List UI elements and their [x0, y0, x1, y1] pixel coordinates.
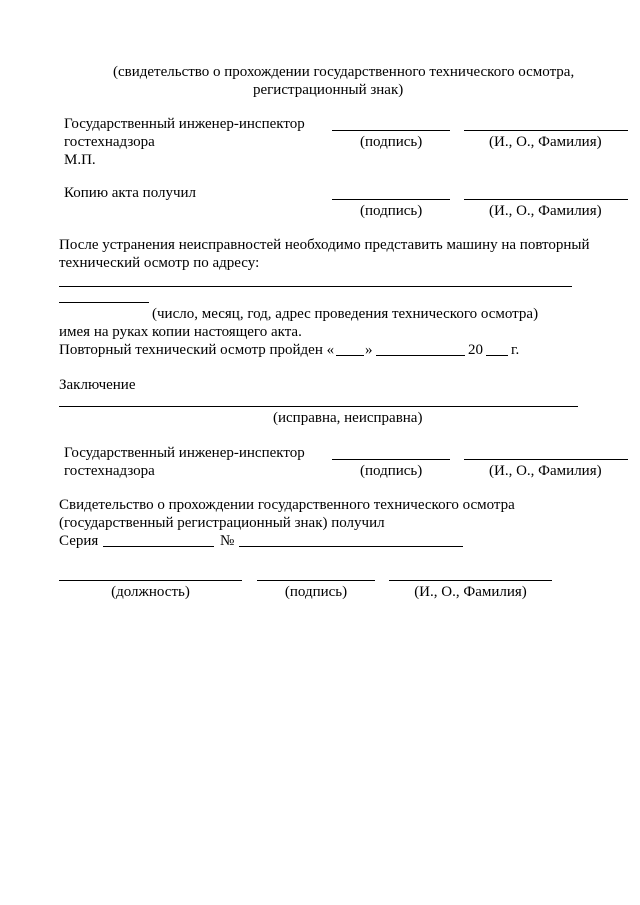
reinspection-line-1: После устранения неисправностей необходимо представить машину на повторный [59, 237, 590, 253]
inspector-title-line-1: Государственный инженер-инспектор [64, 445, 305, 461]
name-line [464, 130, 628, 131]
address-line-continued [59, 302, 149, 303]
name-line [464, 199, 628, 200]
position-line [59, 580, 242, 581]
signature-caption: (подпись) [360, 134, 423, 150]
series-line [103, 546, 214, 547]
copy-received-label: Копию акта получил [64, 185, 197, 201]
name-caption: (И., О., Фамилия) [414, 584, 527, 600]
signature-line [332, 459, 450, 460]
copy-note: имея на руках копии настоящего акта. [59, 324, 302, 340]
certificate-line-2: (государственный регистрационный знак) получил [59, 515, 385, 531]
month-line [376, 355, 465, 356]
signature-line [257, 580, 375, 581]
inspector-title-line-2: гостехнадзора [64, 134, 155, 150]
name-caption: (И., О., Фамилия) [489, 134, 602, 150]
address-line [59, 286, 572, 287]
stamp-label: М.П. [64, 152, 96, 168]
year-prefix: 20 [468, 342, 483, 358]
conclusion-label: Заключение [59, 377, 136, 393]
number-line [239, 546, 463, 547]
name-line [389, 580, 552, 581]
signature-line [332, 130, 450, 131]
inspector-title-line-2: гостехнадзора [64, 463, 155, 479]
header-line-1: (свидетельство о прохождении государственного технического осмотра, [113, 64, 575, 80]
header-line-2: регистрационный знак) [253, 82, 404, 98]
signature-caption: (подпись) [360, 203, 423, 219]
signature-line [332, 199, 450, 200]
quote-close: » [365, 342, 373, 358]
inspector-title-line-1: Государственный инженер-инспектор [64, 116, 305, 132]
reinspection-passed-label: Повторный технический осмотр пройден « [59, 342, 335, 358]
series-label: Серия [59, 533, 99, 549]
name-caption: (И., О., Фамилия) [489, 463, 602, 479]
certificate-line-1: Свидетельство о прохождении государственного технического осмотра [59, 497, 515, 513]
year-line [486, 355, 508, 356]
reinspection-line-2: технический осмотр по адресу: [59, 255, 260, 271]
day-line [336, 355, 364, 356]
conclusion-line [59, 406, 578, 407]
signature-caption: (подпись) [360, 463, 423, 479]
address-caption: (число, месяц, год, адрес проведения технического осмотра) [152, 306, 539, 322]
name-line [464, 459, 628, 460]
signature-caption: (подпись) [284, 584, 348, 600]
conclusion-caption: (исправна, неисправна) [273, 410, 423, 426]
number-label: № [220, 533, 235, 549]
position-caption: (должность) [111, 584, 190, 600]
year-suffix: г. [511, 342, 520, 358]
name-caption: (И., О., Фамилия) [489, 203, 602, 219]
